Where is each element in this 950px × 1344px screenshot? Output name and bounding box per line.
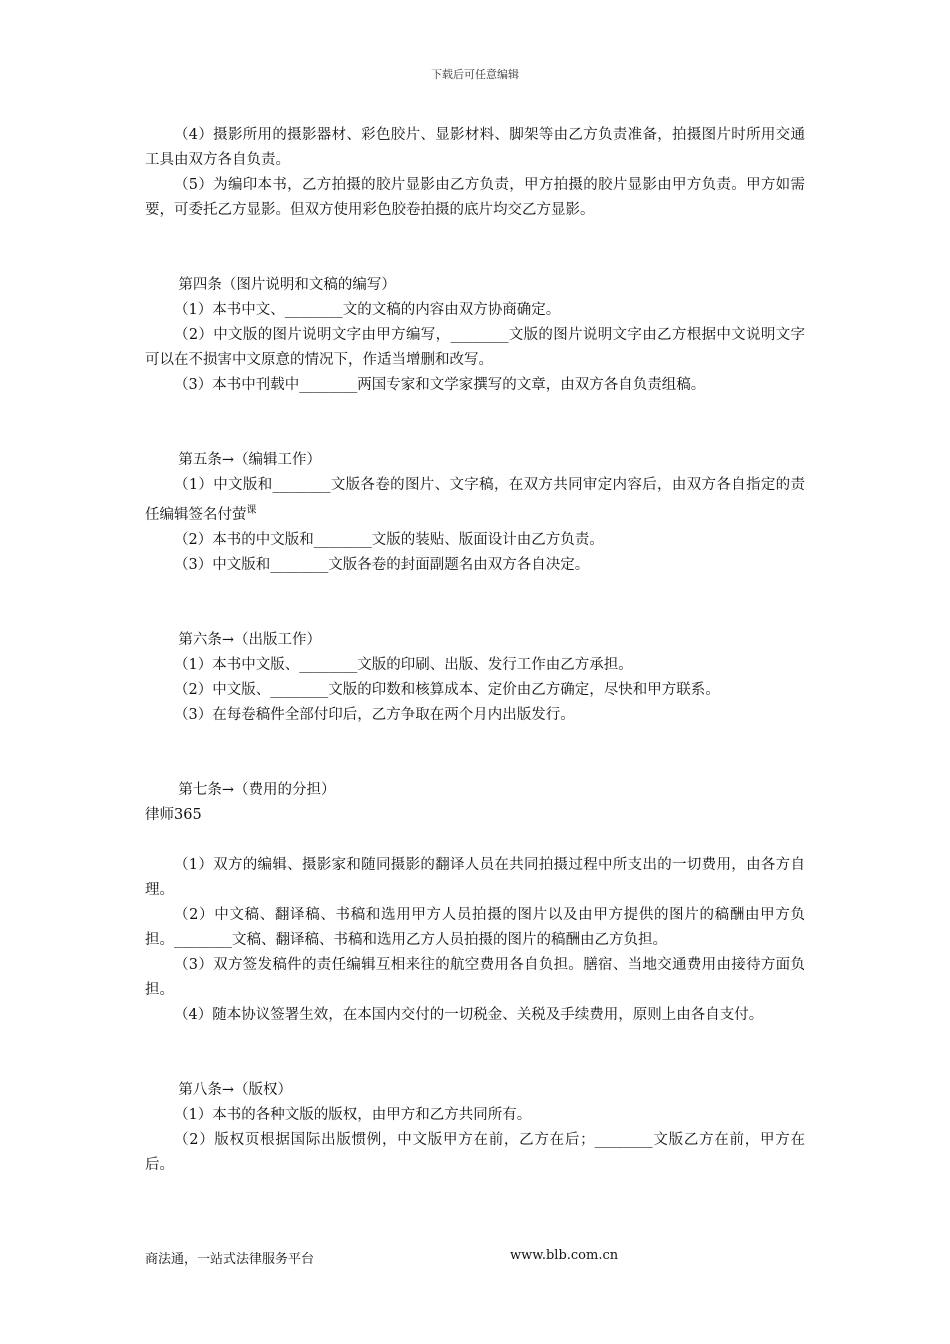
paragraph-text: （1）中文版和________文版各卷的图片、文字稿，在双方共同审定内容后，由双方各自指定的责任编辑签名付萤	[145, 477, 805, 523]
paragraph: （5）为编印本书，乙方拍摄的胶片显影由乙方负责，甲方拍摄的胶片显影由甲方负责。甲方如需要，可委托乙方显影。但双方使用彩色胶卷拍摄的底片均交乙方显影。	[145, 177, 805, 218]
footer-url: www.blb.com.cn	[510, 1248, 619, 1263]
note-text: 律师365	[145, 806, 202, 823]
superscript-mark: 课	[246, 505, 257, 516]
paragraph: （1）本书的各种文版的版权，由甲方和乙方共同所有。	[174, 1106, 532, 1123]
paragraph: （1）本书中文版、________文版的印刷、出版、发行工作由乙方承担。	[174, 656, 633, 673]
paragraph: （1）本书中文、________文的文稿的内容由双方协商确定。	[174, 302, 561, 318]
paragraph: （3）本书中刊载中________两国专家和文学家撰写的文章，由双方各自负责组稿。	[174, 377, 706, 393]
paragraph: （2）本书的中文版和________文版的装贴、版面设计由乙方负责。	[174, 531, 604, 548]
page-header: 下载后可任意编辑	[431, 68, 519, 81]
paragraph: （3）中文版和________文版各卷的封面副题名由双方各自决定。	[174, 556, 590, 573]
article-8-title: 第八条→（版权）	[178, 1081, 292, 1098]
paragraph: （3）在每卷稿件全部付印后，乙方争取在两个月内出版发行。	[174, 706, 575, 723]
footer-left-text: 商法通，一站式法律服务平台	[145, 1252, 315, 1267]
article-5-title: 第五条→（编辑工作）	[178, 452, 321, 468]
paragraph: （4）摄影所用的摄影器材、彩色胶片、显影材料、脚架等由乙方负责准备，拍摄图片时所用交通工具由双方各自负责。	[145, 127, 805, 168]
paragraph: （1）双方的编辑、摄影家和随同摄影的翻译人员在共同拍摄过程中所支出的一切费用，由各方自理。	[145, 856, 805, 898]
article-6-title: 第六条→（出版工作）	[178, 631, 321, 648]
paragraph: （2）版权页根据国际出版惯例，中文版甲方在前，乙方在后；________文版乙方在前，甲方在后。	[145, 1131, 805, 1173]
article-7-title: 第七条→（费用的分担）	[178, 781, 336, 798]
paragraph: （2）中文版的图片说明文字由甲方编写，________文版的图片说明文字由乙方根据中文说明文字可以在不损害中文原意的情况下，作适当增删和改写。	[145, 327, 805, 368]
paragraph	[145, 473, 805, 528]
article-4-title: 第四条（图片说明和文稿的编写）	[178, 277, 396, 293]
document-body	[145, 123, 805, 1178]
paragraph: （4）随本协议签署生效，在本国内交付的一切税金、关税及手续费用，原则上由各自支付。	[174, 1006, 764, 1023]
paragraph: （2）中文版、________文版的印数和核算成本、定价由乙方确定，尽快和甲方联系。	[174, 681, 720, 698]
paragraph: （3）双方签发稿件的责任编辑互相来往的航空费用各自负担。膳宿、当地交通费用由接待方面负担。	[145, 956, 805, 998]
paragraph: （2）中文稿、翻译稿、书稿和选用甲方人员拍摄的图片以及由甲方提供的图片的稿酬由甲方负担。________文稿、翻译稿、书稿和选用乙方人员拍摄的图片的稿酬由乙方负担。	[145, 906, 805, 948]
